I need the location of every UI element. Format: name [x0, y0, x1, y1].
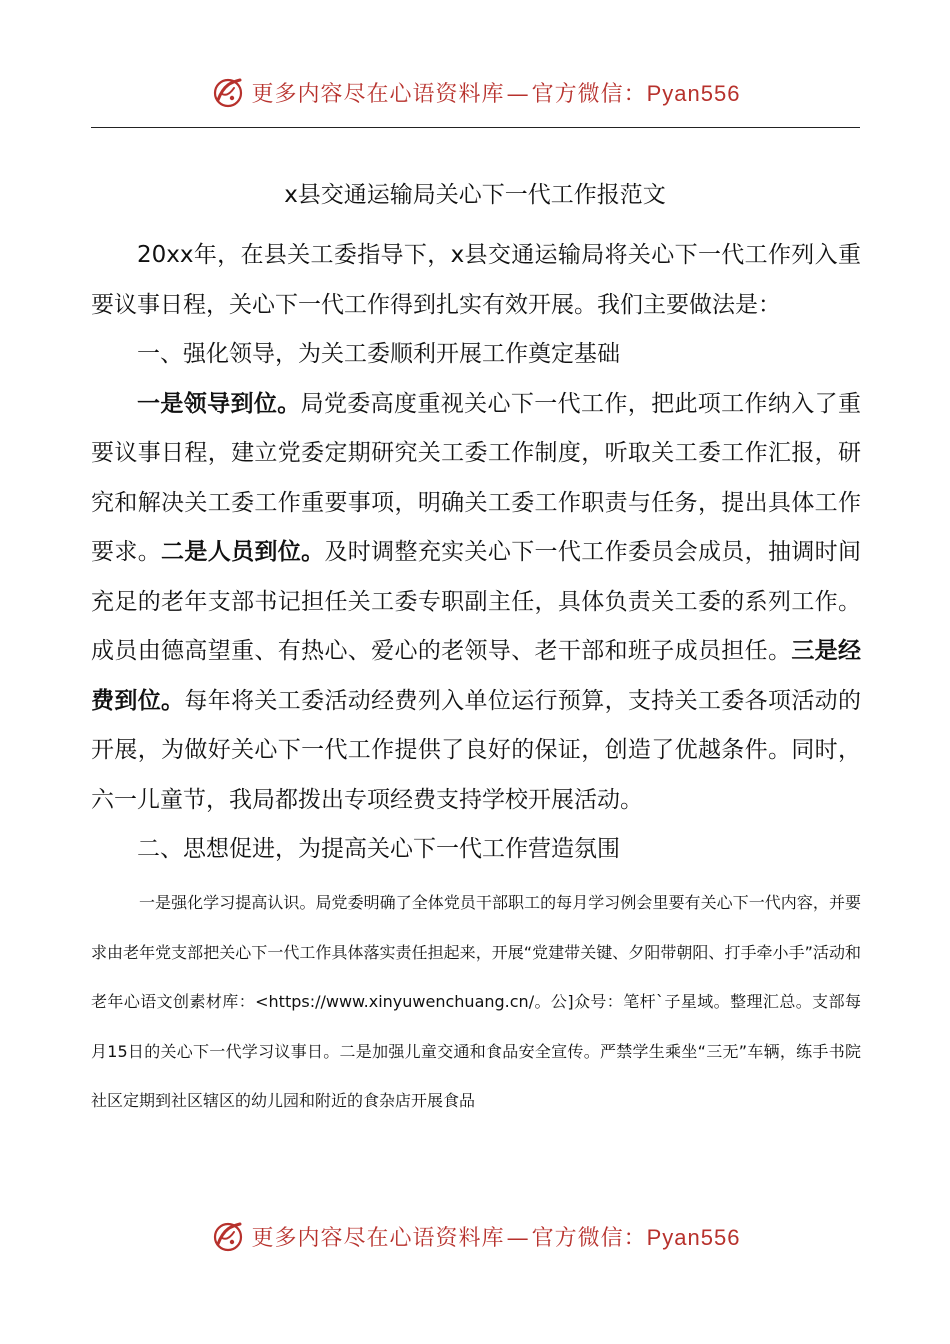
wechat-id: Pyan556 — [646, 1224, 741, 1250]
lead-funding: 三是经费到位。 — [91, 638, 861, 714]
document-title: x县交通运输局关心下一代工作报范文 — [284, 182, 666, 208]
banner-text: 更多内容尽在心语资料库—官方微信：Pyan556 — [251, 1224, 741, 1251]
lead-leadership: 一是领导到位。 — [137, 390, 301, 417]
document-body — [91, 231, 861, 875]
section1-heading: 一、强化领导，为关工委顺利开展工作奠定基础 — [137, 341, 620, 367]
header-banner — [0, 72, 950, 112]
xinyu-logo-icon — [210, 1218, 246, 1254]
intro-paragraph: 20xx年，在县关工委指导下，x县交通运输局将关心下一代工作列入重要议事日程，关心下一代工作得到扎实有效开展。我们主要做法是： — [91, 242, 861, 318]
section2-heading: 二、思想促进，为提高关心下一代工作营造氛围 — [137, 836, 620, 862]
footer-banner — [0, 1216, 950, 1256]
section2-paragraph: 一是强化学习提高认识。局党委明确了全体党员干部职工的每月学习例会里要有关心下一代内容，并要求由老年党支部把关心下一代工作具体落实责任担起来，开展“党建带关键、夕阳带朝阳、打手牵小手”活动和老年心语文创素材库：<https://www.xinyuwenchuang.cn/。公]众号：笔杆`子星域。整理汇总。支部每月15日的关心下一代学习议事日。二是加强儿童交通和食品安全宣传。严禁学生乘坐“三无”车辆，练手书院社区定期到社区辖区的幼儿园和附近的食杂店开展食品 — [91, 893, 861, 1110]
section2-body — [91, 878, 861, 1126]
lead-personnel: 二是人员到位。 — [161, 539, 325, 565]
section1-paragraph: 一是领导到位。局党委高度重视关心下一代工作，把此项工作纳入了重要议事日程，建立党委定期研究关工委工作制度，听取关工委工作汇报，研究和解决关工委工作重要事项，明确关工委工作职责与任务，提出具体工作要求。二是人员到位。及时调整充实关心下一代工作委员会成员，抽调时间充足的老年支部书记担任关工委专职副主任，具体负责关工委的系列工作。成员由德高望重、有热心、爱心的老领导、老干部和班子成员担任。三是经费到位。每年将关工委活动经费列入单位运行预算，支持关工委各项活动的开展，为做好关心下一代工作提供了良好的保证，创造了优越条件。同时，六一儿童节，我局都拨出专项经费支持学校开展活动。 — [91, 390, 862, 813]
banner-text: 更多内容尽在心语资料库—官方微信：Pyan556 — [251, 80, 741, 107]
xinyu-logo-icon — [210, 74, 246, 110]
wechat-id: Pyan556 — [646, 80, 741, 106]
header-divider — [91, 127, 860, 128]
